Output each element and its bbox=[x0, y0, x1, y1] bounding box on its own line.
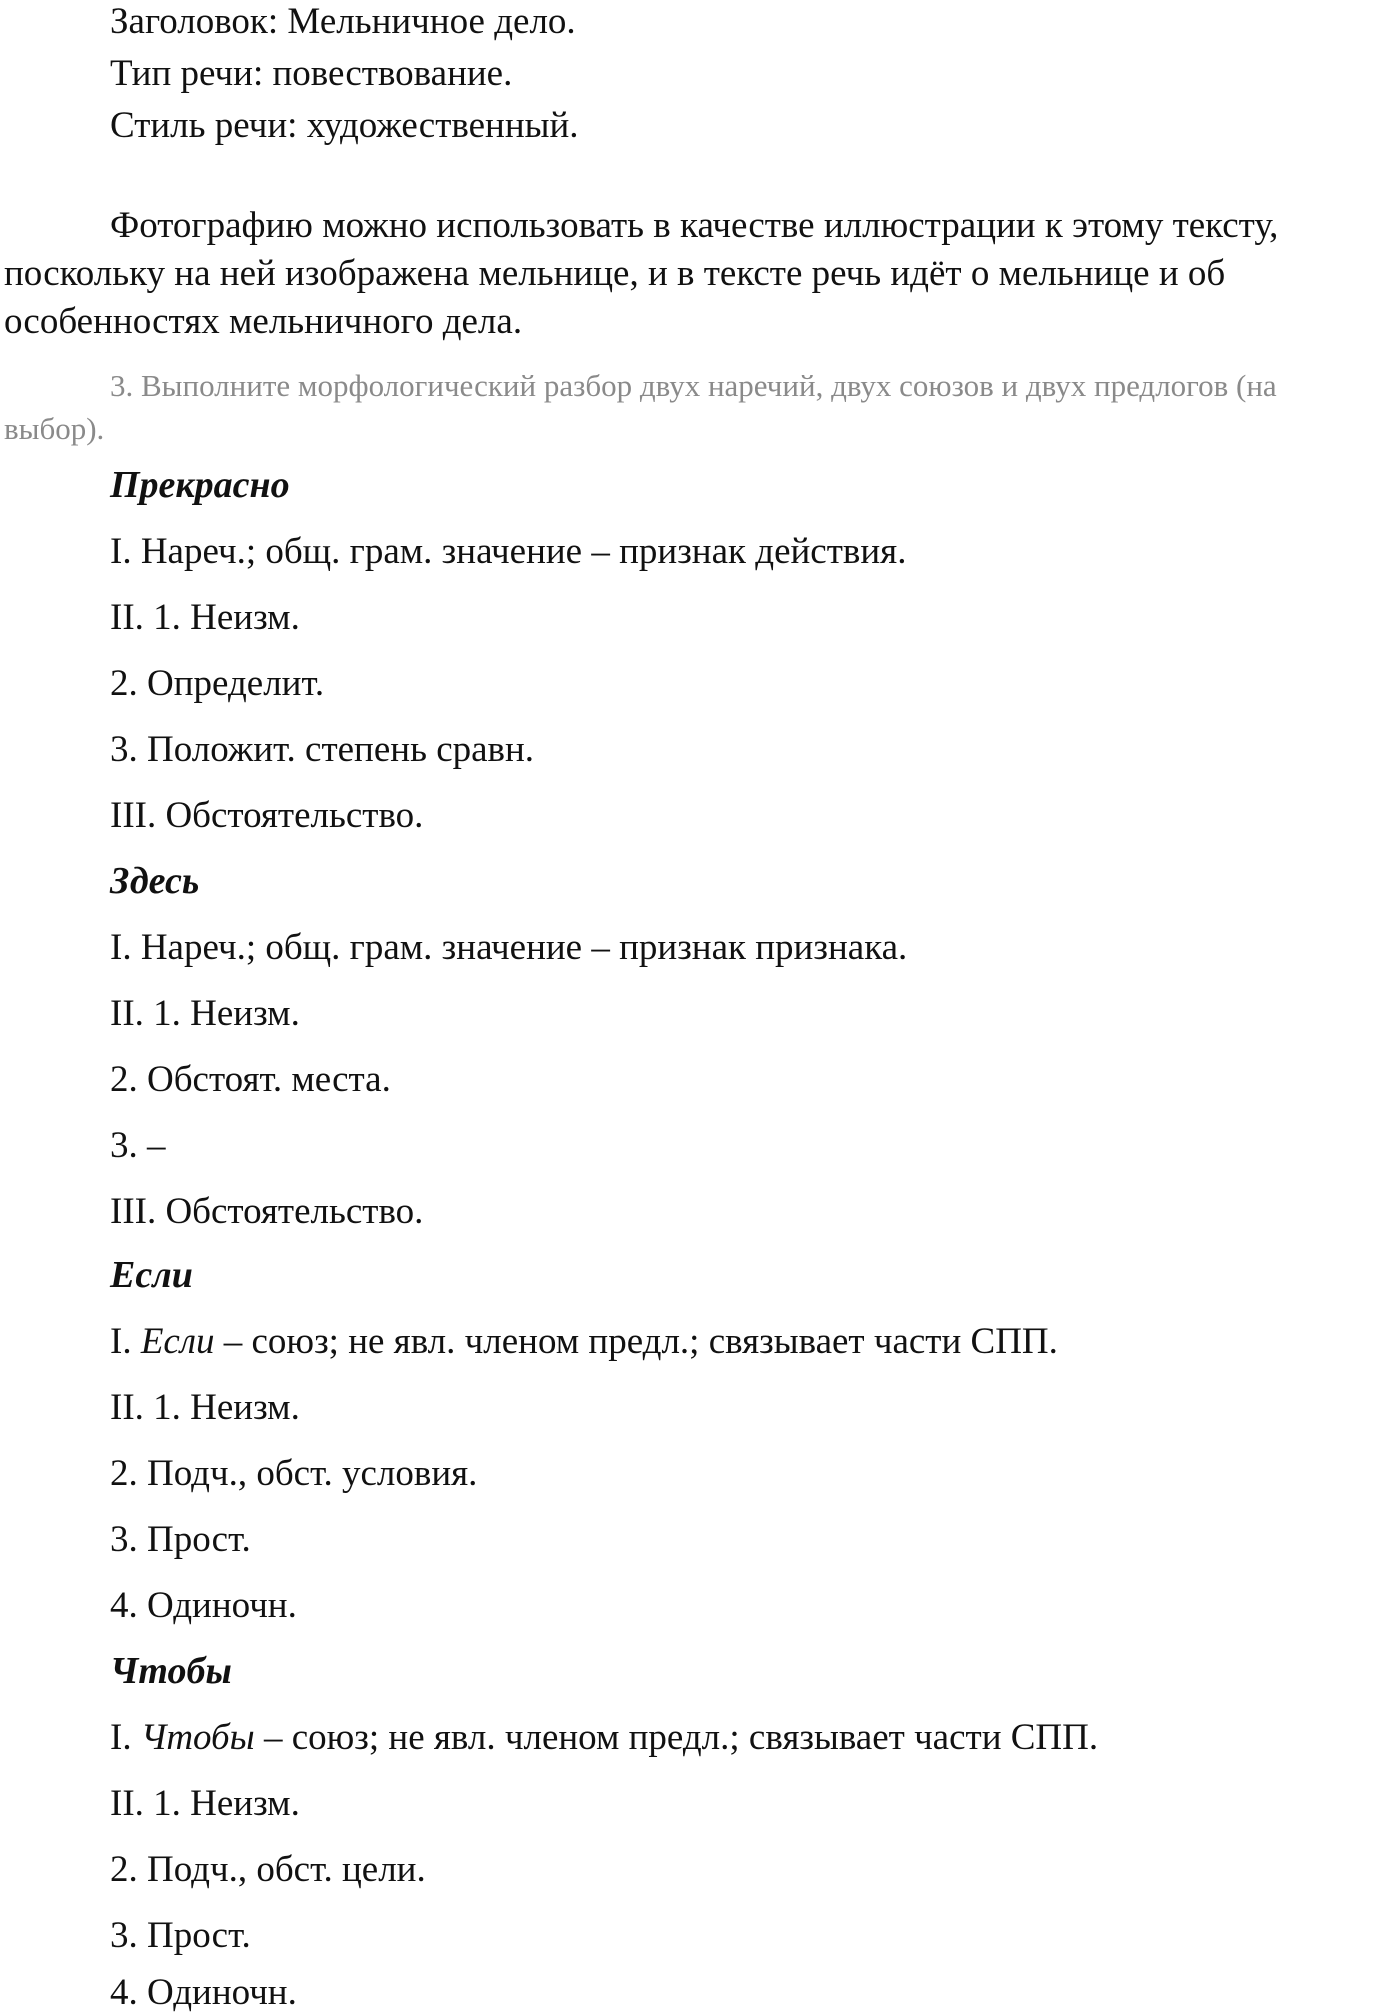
line-prefix: I. bbox=[110, 1717, 141, 1758]
entry-line: I. Нареч.; общ. грам. значение – признак признака. bbox=[110, 927, 908, 968]
entry-line: I. Нареч.; общ. грам. значение – признак действия. bbox=[110, 531, 907, 572]
photo-paragraph: Фотографию можно использовать в качестве иллюстрации к этому тексту, поскольку на ней изображена мельнице, и в тексте речь идёт о мельнице и об особенностях мельничного дела. bbox=[4, 205, 1279, 342]
entry-line: 3. Прост. bbox=[110, 1915, 251, 1956]
entry-line: II. 1. Неизм. bbox=[110, 1783, 300, 1824]
entry-line: III. Обстоятельство. bbox=[110, 795, 424, 836]
entry-line: 2. Определит. bbox=[110, 663, 325, 704]
entry-first-line bbox=[110, 1716, 1098, 1760]
entry-heading: Здесь bbox=[110, 860, 200, 902]
conjunction-word: Чтобы bbox=[140, 1717, 255, 1758]
line-rest: – союз; не явл. членом предл.; связывает части СПП. bbox=[254, 1717, 1099, 1758]
entry-line: 4. Одиночн. bbox=[110, 1585, 297, 1626]
entry-line: 3. Положит. степень сравн. bbox=[110, 729, 535, 770]
entry-line: III. Обстоятельство. bbox=[110, 1191, 424, 1232]
entry-first-line bbox=[110, 1320, 1058, 1364]
line-rest: – союз; не явл. членом предл.; связывает части СПП. bbox=[214, 1321, 1058, 1362]
entry-line: 2. Подч., обст. цели. bbox=[110, 1849, 426, 1890]
entry-line: 3. – bbox=[110, 1125, 166, 1166]
entry-line: II. 1. Неизм. bbox=[110, 1387, 300, 1428]
line-prefix: I. bbox=[110, 1321, 141, 1362]
entry-line: 2. Обстоят. места. bbox=[110, 1059, 391, 1100]
entry-line: 4. Одиночн. bbox=[110, 1972, 297, 2013]
conjunction-word: Если bbox=[140, 1321, 215, 1362]
entry-line: II. 1. Неизм. bbox=[110, 993, 300, 1034]
entry-line: 3. Прост. bbox=[110, 1519, 251, 1560]
entry-line: 2. Подч., обст. условия. bbox=[110, 1453, 478, 1494]
title-line: Заголовок: Мельничное дело. bbox=[110, 1, 576, 42]
task-instruction: 3. Выполните морфологический разбор двух наречий, двух союзов и двух предлогов (на выбор). bbox=[4, 368, 1277, 446]
entry-heading: Прекрасно bbox=[110, 464, 290, 506]
entry-heading: Если bbox=[110, 1254, 193, 1296]
speech-style-line: Стиль речи: художественный. bbox=[110, 105, 579, 146]
entry-line: II. 1. Неизм. bbox=[110, 597, 300, 638]
entry-heading: Чтобы bbox=[110, 1650, 232, 1692]
speech-type-line: Тип речи: повествование. bbox=[110, 53, 513, 94]
